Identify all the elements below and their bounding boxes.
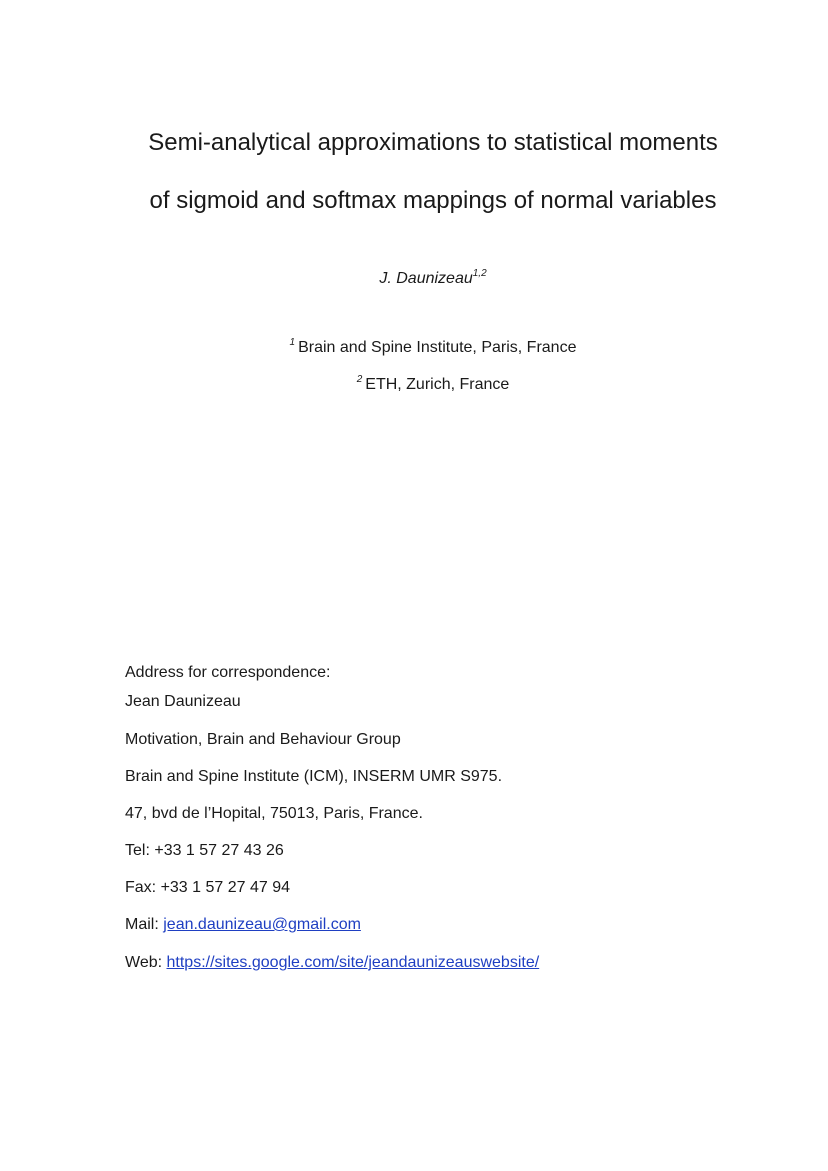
affiliation-1-mark: 1 xyxy=(289,337,296,348)
affiliation-2 xyxy=(0,376,828,394)
affiliation-1 xyxy=(0,339,828,357)
paper-title-line-2: of sigmoid and softmax mappings of normal variables xyxy=(149,187,717,214)
mail-label: Mail: xyxy=(125,916,164,933)
correspondence-web xyxy=(125,954,539,972)
correspondence-fax: Fax: +33 1 57 27 47 94 xyxy=(125,879,291,896)
email-link[interactable]: jean.daunizeau@gmail.com xyxy=(163,916,361,933)
website-link[interactable]: https://sites.google.com/site/jeandaunizeauswebsite/ xyxy=(166,954,540,971)
correspondence-name: Jean Daunizeau xyxy=(125,693,241,710)
author-name: J. Daunizeau xyxy=(379,270,473,287)
web-label: Web: xyxy=(125,954,167,971)
affiliation-1-text: Brain and Spine Institute, Paris, France xyxy=(298,339,577,356)
author-affiliation-marks: 1,2 xyxy=(472,268,487,279)
correspondence-heading: Address for correspondence: xyxy=(125,664,331,681)
affiliation-2-mark: 2 xyxy=(356,374,363,385)
paper-title-line-1: Semi-analytical approximations to statistical moments xyxy=(148,129,718,156)
correspondence-mail xyxy=(125,916,361,934)
correspondence-address: 47, bvd de l’Hopital, 75013, Paris, France. xyxy=(125,805,423,822)
correspondence-tel: Tel: +33 1 57 27 43 26 xyxy=(125,842,284,859)
author-line xyxy=(0,270,828,288)
correspondence-group: Motivation, Brain and Behaviour Group xyxy=(125,731,401,748)
affiliation-2-text: ETH, Zurich, France xyxy=(365,376,510,393)
correspondence-institute: Brain and Spine Institute (ICM), INSERM UMR S975. xyxy=(125,768,503,785)
